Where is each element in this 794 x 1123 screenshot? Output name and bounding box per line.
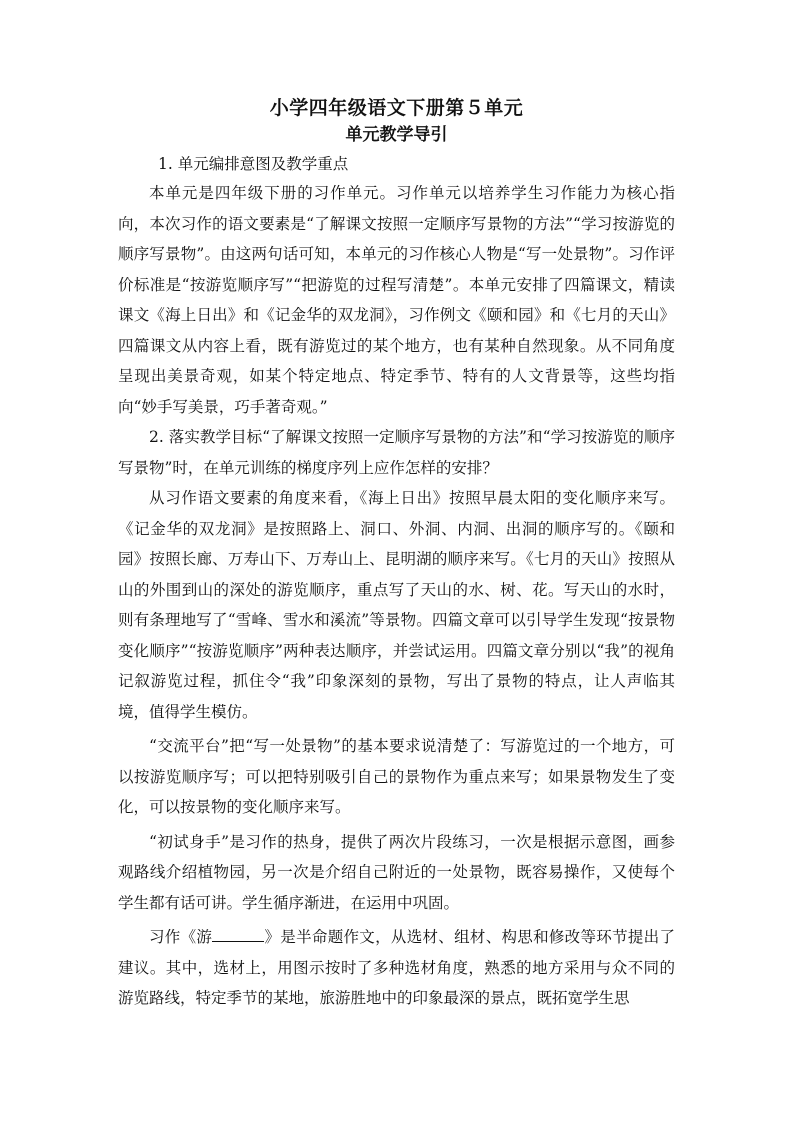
document-title: 小学四年级语文下册第５单元 bbox=[269, 97, 524, 119]
section-2-heading: 2. 落实教学目标“了解课文按照一定顺序写景物的方法”和“学习按游览的顺序写景物”时，在单元训练的梯度序列上应作怎样的安排？ bbox=[118, 428, 675, 477]
paragraph-2: 从习作语文要素的角度来看，《海上日出》按照早晨太阳的变化顺序来写。《记金华的双龙洞》是按照路上、洞口、外洞、内洞、出洞的顺序写的。《颐和园》按照长廊、万寿山下、万寿山上、昆明湖的顺序来写。《七月的天山》按照从山的外围到山的深处的游览顺序，重点写了天山的水、树、花。写天山的水时，则有条理地写了“雪峰、雪水和溪流”等景物。四篇文章可以引导学生发现“按景物变化顺序”“按游览顺序”两种表达顺序，并尝试运用。四篇文章分别以“我”的视角记叙游览过程，抓住令“我”印象深刻的景物，写出了景物的特点，让人声临其境，值得学生模仿。 bbox=[118, 489, 675, 721]
paragraph-5-start: 习作《游 bbox=[149, 928, 213, 946]
document-subtitle: 单元教学导引 bbox=[345, 125, 448, 145]
paragraph-1: 本单元是四年级下册的习作单元。习作单元以培养学生习作能力为核心指向，本次习作的语文要素是“了解课文按照一定顺序写景物的方法”“学习按游览的顺序写景物”。由这两句话可知，本单元的习作核心人物是“写一处景物”。习作评价标准是“按游览顺序写”“把游览的过程写清楚”。本单元安排了四篇课文，精读课文《海上日出》和《记金华的双龙洞》，习作例文《颐和园》和《七月的天山》四篇课文从内容上看，既有游览过的某个地方，也有某种自然现象。从不同角度呈现出美景奇观，如某个特定地点、特定季节、特有的人文背景等，这些均指向“妙手写美景，巧手著奇观。” bbox=[118, 184, 675, 416]
paragraph-4: “初试身手”是习作的热身，提供了两次片段练习，一次是根据示意图，画参观路线介绍植物园，另一次是介绍自己附近的一处景物，既容易操作，又使每个学生都有话可讲。学生循序渐进，在运用中巩固。 bbox=[118, 832, 675, 912]
paragraph-5 bbox=[118, 922, 675, 1014]
section-1-heading: 1. 单元编排意图及教学重点 bbox=[158, 155, 349, 173]
paragraph-3: “交流平台”把“写一处景物”的基本要求说清楚了：写游览过的一个地方，可以按游览顺序写；可以把特别吸引自己的景物作为重点来写；如果景物发生了变化，可以按景物的变化顺序来写。 bbox=[118, 737, 675, 816]
fill-in-blank bbox=[212, 927, 264, 942]
paragraph-5-rest: 》是半命题作文，从选材、组材、构思和修改等环节提出了建议。其中，选材上，用图示按时了多种选材角度，熟悉的地方采用与众不同的游览路线，特定季节的某地，旅游胜地中的印象最深的景点，既拓宽学生思 bbox=[118, 928, 675, 1007]
document-page bbox=[118, 94, 675, 1014]
